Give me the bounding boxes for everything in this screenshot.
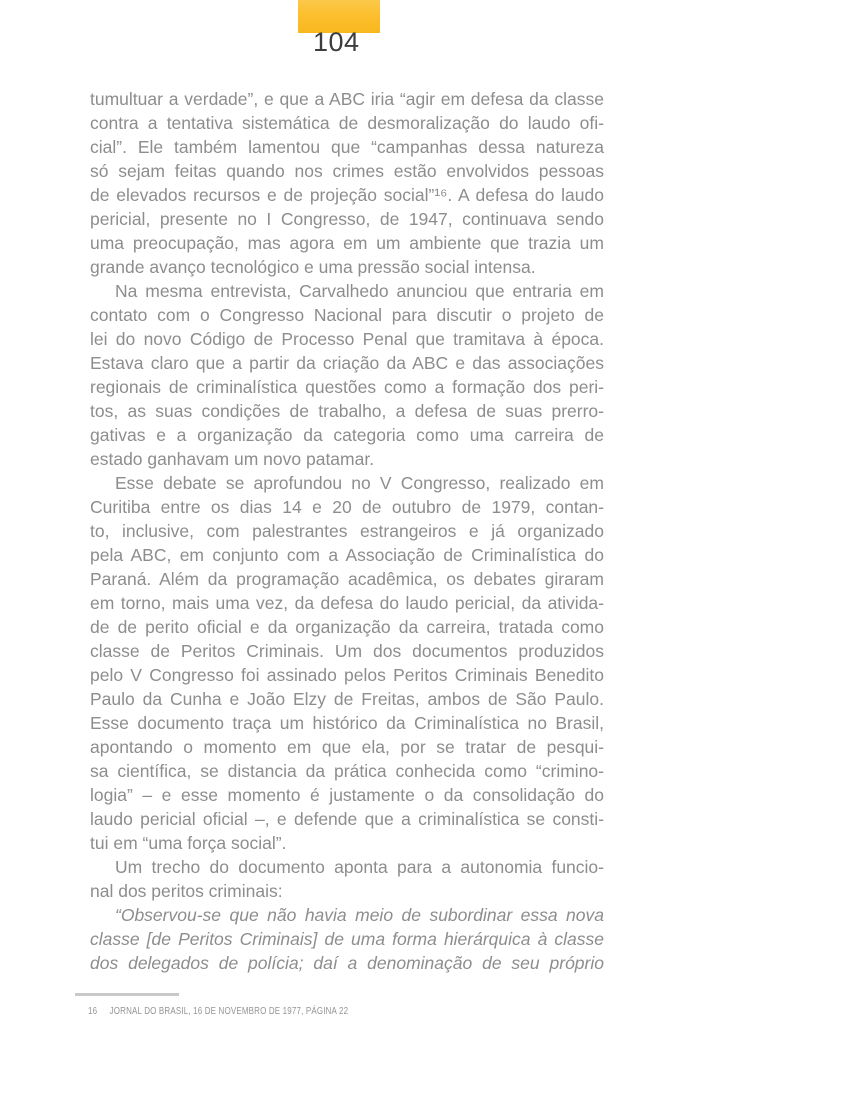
text-line: grande avanço tecnológico e uma pressão social intensa. [90, 257, 536, 277]
text-line: tumultuar a verdade”, e que a ABC iria “agir em defesa da classe [90, 89, 604, 109]
text-line: logia” – e esse momento é justamente o da consolidação do [90, 785, 604, 805]
text-line: classe de Peritos Criminais. Um dos documentos produzidos [90, 641, 604, 661]
footnote-marker: 16 [88, 1006, 98, 1017]
text-line: de elevados recursos e de projeção social”¹⁶. A defesa do laudo [90, 185, 604, 205]
text-line: laudo pericial oficial –, e defende que a criminalística se consti- [90, 809, 604, 829]
text-line: contra a tentativa sistemática de desmoralização do laudo ofi- [90, 113, 604, 133]
text-line: pela ABC, em conjunto com a Associação de Criminalística do [90, 545, 604, 565]
text-line: só sejam feitas quando nos crimes estão envolvidos pessoas [90, 161, 604, 181]
text-line: contato com o Congresso Nacional para discutir o projeto de [90, 305, 604, 325]
text-line: lei do novo Código de Processo Penal que tramitava à época. [90, 329, 604, 349]
footnote-divider [75, 993, 179, 996]
text-line: cial”. Ele também lamentou que “campanhas dessa natureza [90, 137, 604, 157]
text-line: sa científica, se distancia da prática conhecida como “crimino- [90, 761, 604, 781]
text-line: estado ganhavam um novo patamar. [90, 449, 375, 469]
text-line: Paraná. Além da programação acadêmica, os debates giraram [90, 569, 604, 589]
text-line: dos delegados de polícia; daí a denominação de seu próprio [90, 953, 604, 973]
text-line: Um trecho do documento aponta para a autonomia funcio- [115, 857, 604, 877]
text-line: Estava claro que a partir da criação da ABC e das associações [90, 353, 604, 373]
footnote-text: JORNAL DO BRASIL, 16 DE NOVEMBRO DE 1977, PÁGINA 22 [109, 1006, 349, 1017]
text-line: apontando o momento em que ela, por se tratar de pesqui- [90, 737, 604, 757]
text-line: to, inclusive, com palestrantes estrangeiros e já organizado [90, 521, 604, 541]
text-line: regionais de criminalística questões como a formação dos peri- [90, 377, 604, 397]
text-line: tui em “uma força social”. [90, 833, 287, 853]
text-line: Esse documento traça um histórico da Criminalística no Brasil, [90, 713, 604, 733]
page-number: 104 [313, 27, 360, 57]
text-line: de de perito oficial e da organização da carreira, tratada como [90, 617, 604, 637]
text-line: pelo V Congresso foi assinado pelos Peritos Criminais Benedito [90, 665, 604, 685]
text-line: classe [de Peritos Criminais] de uma forma hierárquica à classe [90, 929, 604, 949]
text-line: “Observou-se que não havia meio de subordinar essa nova [115, 905, 604, 925]
footnote [88, 1006, 348, 1018]
text-line: uma preocupação, mas agora em um ambiente que trazia um [90, 233, 604, 253]
text-line: em torno, mais uma vez, da defesa do laudo pericial, da ativida- [90, 593, 604, 613]
text-line: Na mesma entrevista, Carvalhedo anunciou que entraria em [115, 281, 604, 301]
text-line: pericial, presente no I Congresso, de 1947, continuava sendo [90, 209, 604, 229]
text-line: Esse debate se aprofundou no V Congresso, realizado em [115, 473, 604, 493]
text-line: Curitiba entre os dias 14 e 20 de outubro de 1979, contan- [90, 497, 604, 517]
body-text-column [90, 87, 604, 975]
text-line: gativas e a organização da categoria como uma carreira de [90, 425, 604, 445]
text-line: nal dos peritos criminais: [90, 881, 283, 901]
text-line: tos, as suas condições de trabalho, a defesa de suas prerro- [90, 401, 604, 421]
text-line: Paulo da Cunha e João Elzy de Freitas, ambos de São Paulo. [90, 689, 604, 709]
